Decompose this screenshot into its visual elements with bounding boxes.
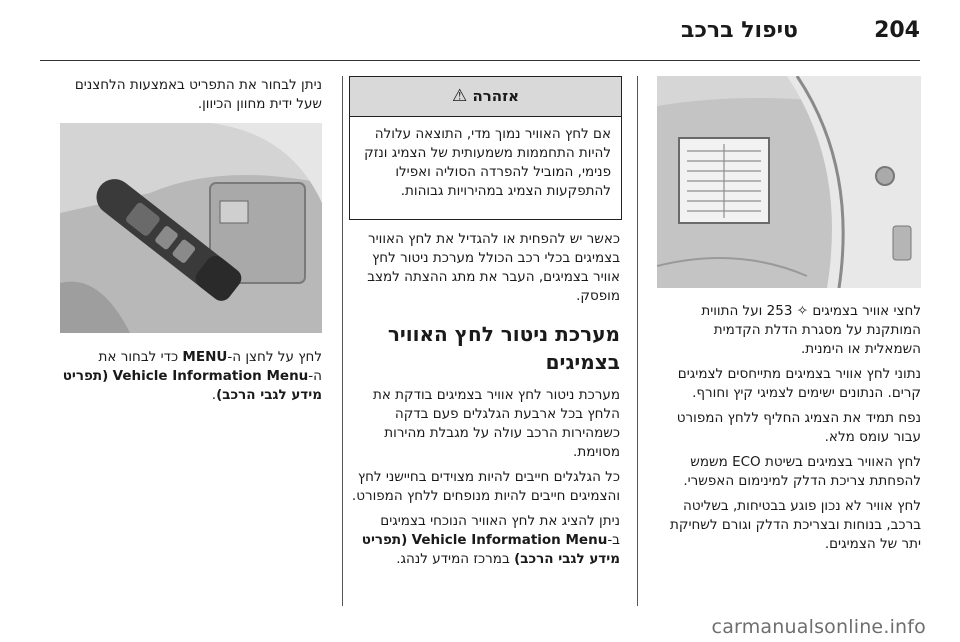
- stalk-illustration: [60, 123, 322, 333]
- page-number: 204: [874, 18, 920, 43]
- warning-box: [349, 76, 622, 220]
- paragraph-label-location: לחצי אוויר בצמיגים ✧ 253 ועל התווית המותקנת על מסגרת הדלת הקדמית השמאלית או הימנית.: [701, 303, 921, 357]
- vehicle-info-menu-hebrew: (תפריט מידע לגבי הרכב): [361, 532, 620, 567]
- vehicle-info-menu-term: Vehicle Information Menu: [411, 532, 608, 548]
- paragraph-select-menu: ניתן לבחור את התפריט באמצעות הלחצנים שעל ידית מחוון הכיוון.: [74, 77, 322, 112]
- paragraph-sensors: כל הגלגלים חייבים להיות מצוידים בחיישני לחץ והצמיגים חייבים להיות מנופחים ללחץ המפורט.: [351, 469, 620, 504]
- paragraph-ignition-off: כאשר יש להפחית או להגדיל את לחץ האוויר בצמיגים בכלי רכב הכולל מערכת ניטור לחץ אוויר בצמיגים, העבר את מתג ההצתה למצב מופסק.: [367, 231, 620, 304]
- caption-vehicle-info-hebrew: (תפריט מידע לגבי הרכב): [62, 368, 322, 403]
- column-divider-left: [637, 76, 638, 606]
- paragraph-monitoring-check: מערכת ניטור לחץ אוויר בצמיגים בודקת את הלחץ בכל ארבעת הגלגלים פעם בדקה כשמהירות הרכב עולה על מגבלת מהירות מסוימת.: [372, 387, 620, 460]
- warning-triangle-icon: ⚠: [451, 86, 468, 106]
- paragraph-cold-tyres: נתוני לחץ אוויר בצמיגים מתייחסים לצמיגים קרים. הנתונים ישימים לצמיגי קיץ וחורף.: [677, 366, 921, 401]
- display-pressure-post: במרכז המידע לנהג.: [396, 551, 515, 567]
- menu-button-term: MENU: [182, 349, 228, 365]
- turn-signal-stalk-photo: [60, 123, 322, 333]
- menu-caption: [60, 348, 322, 411]
- caption-pre: לחץ על לחצן ה-: [227, 349, 322, 365]
- warning-text: אם לחץ האוויר נמוך מדי, התוצאה עלולה להיות התחממות משמעותית של הצמיג ונזק פנימי, המוביל להפרדה הסוליה ואפילו להתפקעות הצמיג במהירויות גבוהות.: [364, 126, 611, 199]
- monitoring-heading: מערכת ניטור לחץ האוויר בצמיגים: [387, 322, 620, 374]
- section-title: טיפול ברכב: [681, 18, 798, 43]
- paragraph-eco-pressure: לחץ האוויר בצמיגים בשיטת ECO משמש להפחתת צריכת הדלק למינימום האפשרי.: [683, 454, 921, 489]
- column-divider-right: [342, 76, 343, 606]
- door-label-illustration: [657, 76, 921, 288]
- caption-vehicle-info-menu: Vehicle Information Menu: [112, 368, 309, 384]
- paragraph-display-pressure: [349, 512, 620, 569]
- tyre-pressure-text: [655, 302, 921, 560]
- header-rule: [40, 60, 920, 61]
- paragraph-incorrect-pressure: לחץ אוויר לא נכון פוגע בבטיחות, בשליטה ברכב, בנוחות ובצריכת הדלק וגורם לשחיקת יתר של הצמיגים.: [670, 498, 921, 552]
- caption-end: .: [211, 387, 217, 403]
- warning-title: אזהרה: [472, 87, 520, 105]
- display-pressure-pre: ניתן להציג את לחץ האוויר הנוכחי בצמיגים ב-: [380, 513, 620, 548]
- door-pillar-photo: [657, 76, 921, 288]
- monitoring-text: [349, 230, 620, 575]
- paragraph-spare-tyre: נפח תמיד את הצמיג החליף ללחץ המפורט עבור עומס מלא.: [676, 410, 921, 445]
- watermark: carmanualsonline.info: [711, 616, 926, 638]
- menu-selection-text: [60, 76, 322, 120]
- warning-header: [350, 77, 621, 117]
- caption-mid: כדי לבחור את ה-: [98, 349, 322, 384]
- paragraph-press-menu: [60, 348, 322, 405]
